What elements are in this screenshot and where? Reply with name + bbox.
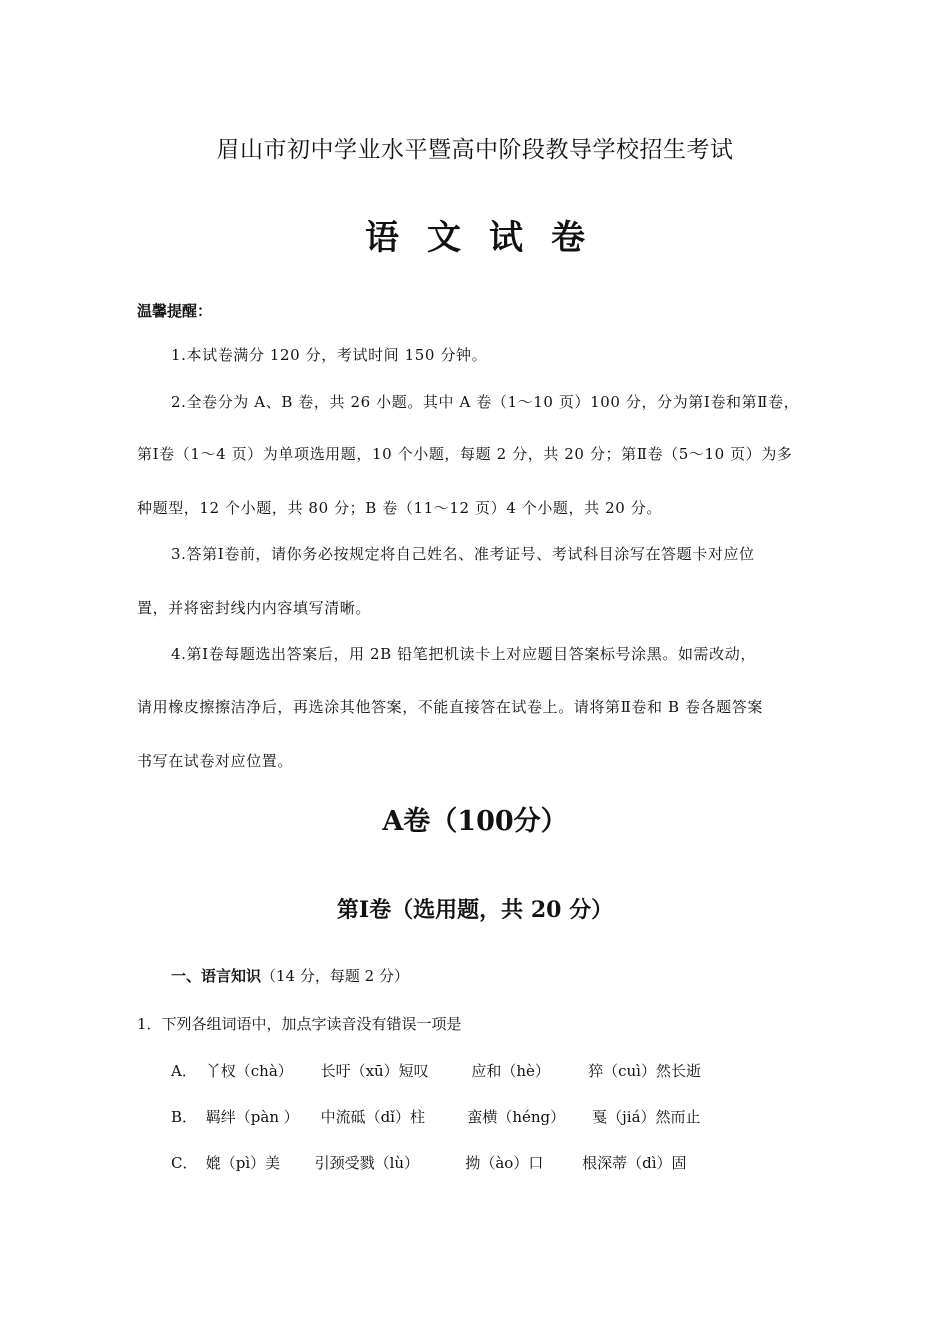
option-word: 拗（ào）口	[465, 1154, 544, 1172]
option-word: 羁绊（pàn ）	[205, 1108, 299, 1126]
reminder-line: 置，并将密封线内内容填写清晰。	[137, 599, 372, 617]
option-letter: C．	[171, 1154, 198, 1172]
reminder-line: 书写在试卷对应位置。	[137, 752, 294, 770]
option-b	[171, 1106, 701, 1127]
reminder-line: 1.本试卷满分 120 分，考试时间 150 分钟。	[171, 346, 488, 364]
option-word: 丫杈（chà）	[205, 1062, 293, 1080]
section-heading	[171, 965, 409, 986]
option-word: 中流砥（dǐ）柱	[320, 1108, 425, 1126]
option-c	[171, 1152, 687, 1173]
option-word: 应和（hè）	[471, 1062, 550, 1080]
option-word: 猝（cuì）然长逝	[588, 1062, 701, 1080]
exam-title: 眉山市初中学业水平暨高中阶段教导学校招生考试	[216, 137, 734, 163]
reminder-label: 温馨提醒：	[137, 302, 213, 320]
reminder-line: 2.全卷分为 A、B 卷，共 26 小题。其中 A 卷（1～10 页）100 分，分为第Ⅰ卷和第Ⅱ卷，	[171, 393, 800, 411]
option-letter: A．	[171, 1062, 197, 1080]
reminder-line: 种题型，12 个小题，共 80 分；B 卷（11～12 页）4 个小题，共 20 分。	[137, 499, 662, 517]
option-word: 媲（pì）美	[205, 1154, 281, 1172]
part-one-title: 第Ⅰ卷（选用题，共 20 分）	[336, 897, 614, 923]
option-word: 根深蒂（dì）固	[582, 1154, 687, 1172]
subject-title: 语文试卷	[365, 218, 613, 258]
section-heading-note: （14 分，每题 2 分）	[261, 967, 409, 985]
option-word: 戛（jiá）然而止	[592, 1108, 701, 1126]
reminder-line: 4.第Ⅰ卷每题选出答案后，用 2B 铅笔把机读卡上对应题目答案标号涂黑。如需改动，	[171, 645, 756, 663]
reminder-line: 3.答第Ⅰ卷前，请你务必按规定将自己姓名、准考证号、考试科目涂写在答题卡对应位	[171, 545, 755, 563]
reminder-line: 第Ⅰ卷（1～4 页）为单项选用题，10 个小题，每题 2 分，共 20 分；第Ⅱ卷（5～10 页）为多	[137, 445, 793, 463]
volume-a-title: A卷（100分）	[382, 806, 568, 837]
option-word: 引颈受戮（lù）	[314, 1154, 420, 1172]
option-letter: B．	[171, 1108, 198, 1126]
reminder-line: 请用橡皮擦擦洁净后，再选涂其他答案，不能直接答在试卷上。请将第Ⅱ卷和 B 卷各题答案	[137, 698, 763, 716]
section-heading-label: 一、语言知识	[171, 967, 262, 985]
option-word: 长吁（xū）短叹	[320, 1062, 429, 1080]
option-word: 蛮横（héng）	[467, 1108, 566, 1126]
question-1-stem: 1．下列各组词语中，加点字读音没有错误一项是	[137, 1015, 462, 1033]
option-a	[171, 1060, 701, 1081]
